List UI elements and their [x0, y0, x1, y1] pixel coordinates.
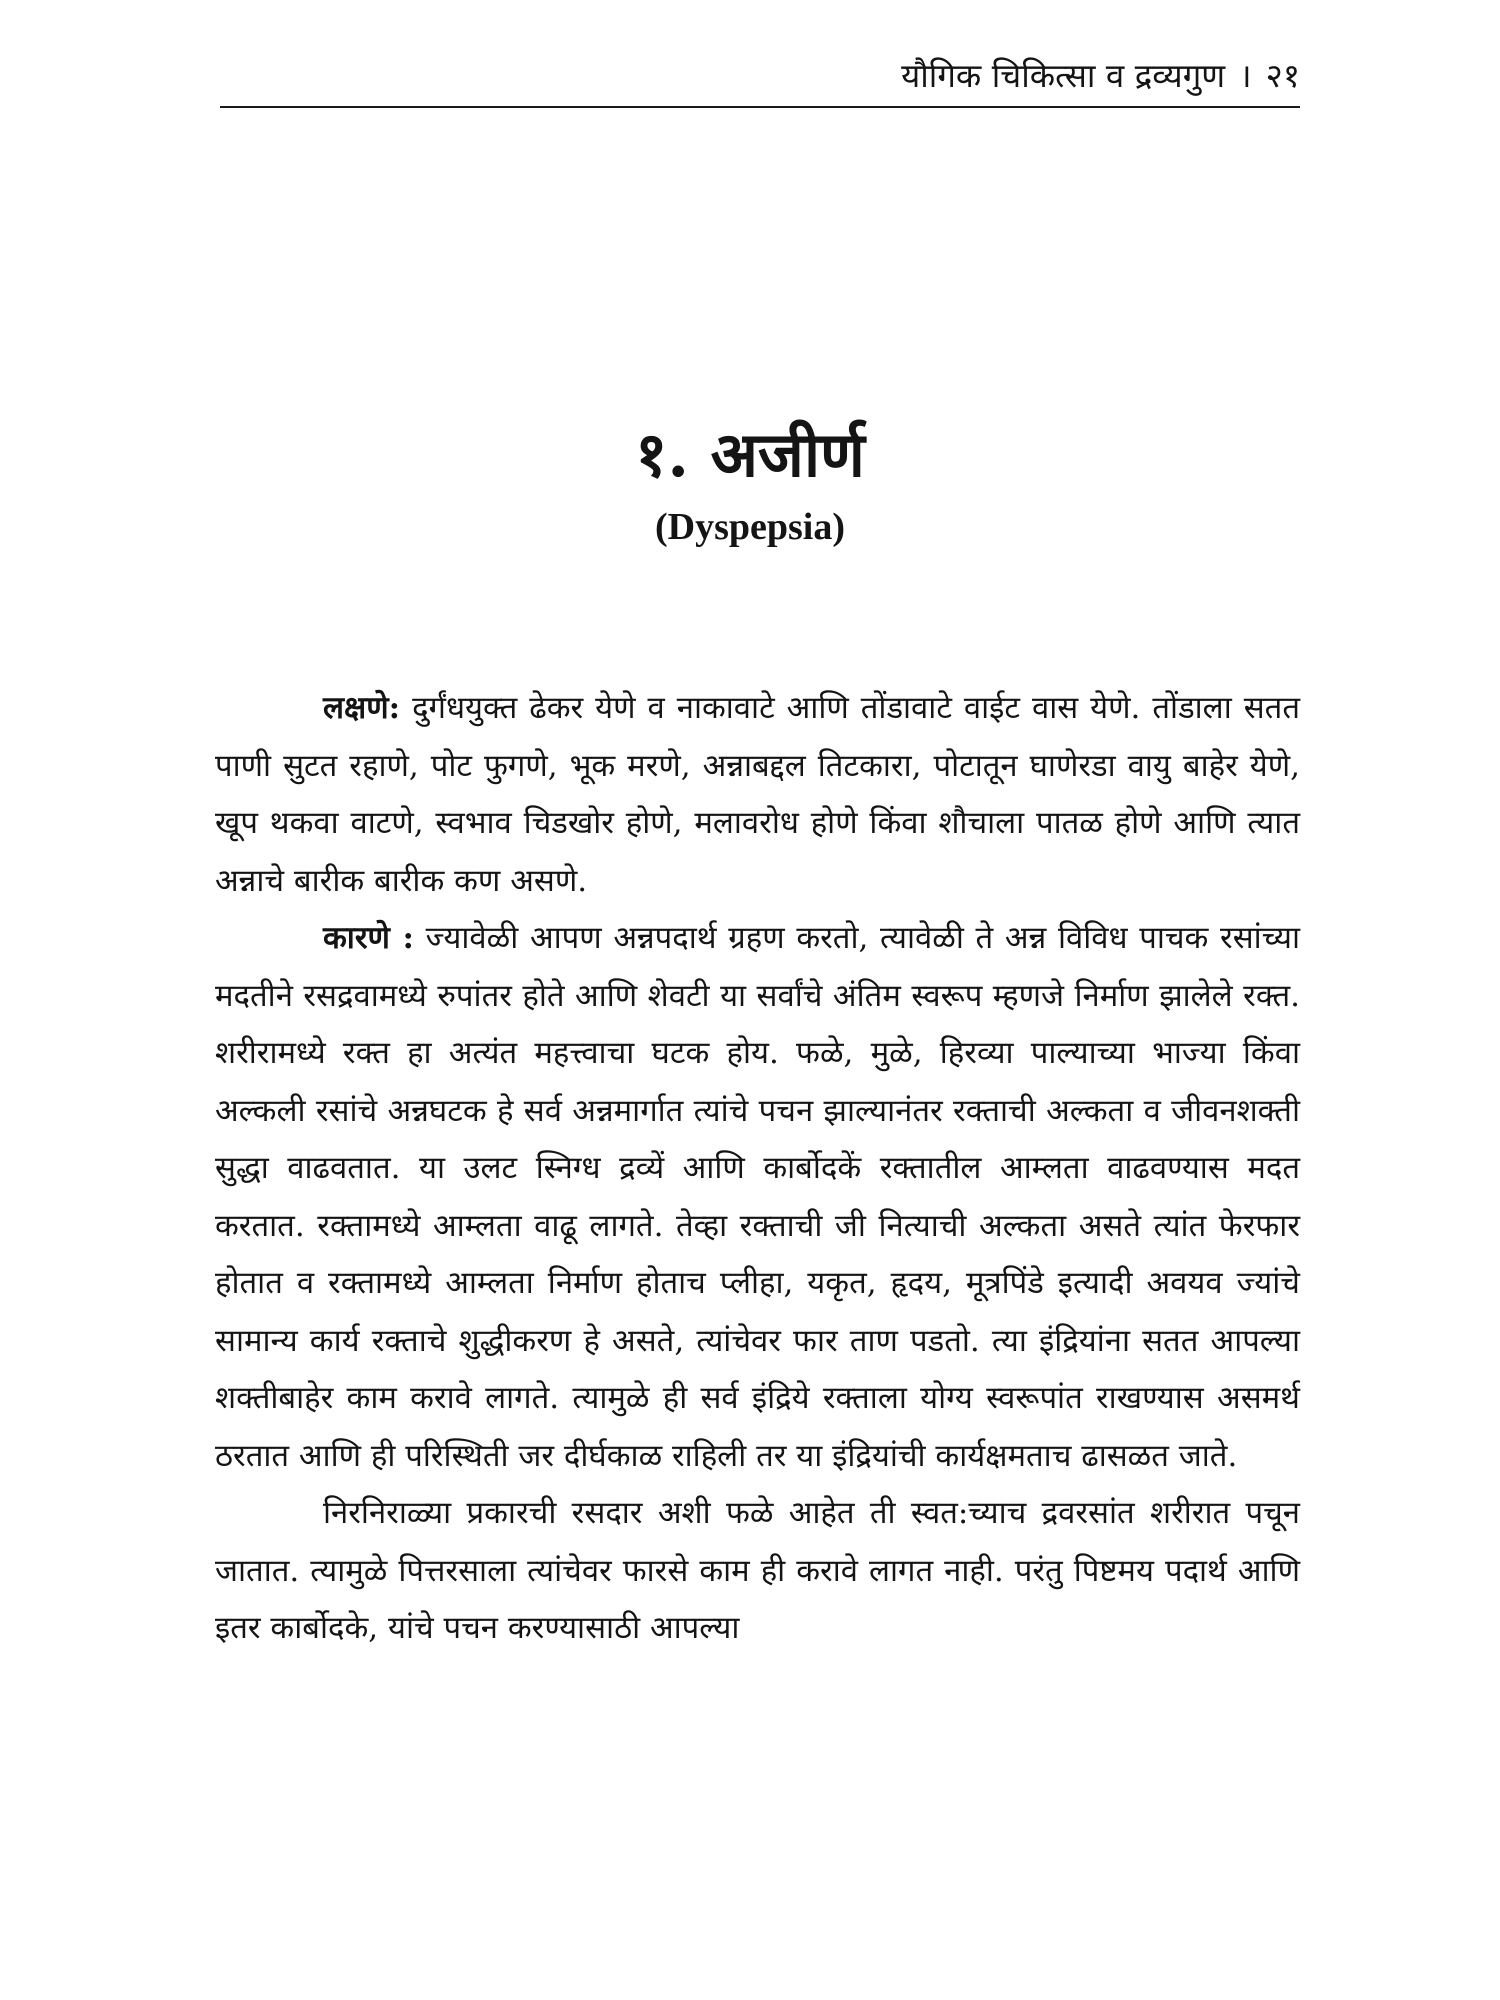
paragraph-causes [215, 910, 1300, 1485]
body-text [215, 680, 1300, 1658]
header-separator: । [1239, 56, 1252, 95]
paragraph-text-symptoms: दुर्गंधयुक्त ढेकर येणे व नाकावाटे आणि तोंडावाटे वाईट वास येणे. तोंडाला सतत पाणी सुटत रहाणे, पोट फुगणे, भूक मरणे, अन्नाबद्दल तिटकारा, पोटातून घाणेरडा वायु बाहेर येणे, खूप थकवा वाटणे, स्वभाव चिडखोर होणे, मलावरोध होणे किंवा शौचाला पातळ होणे आणि त्यात अन्नाचे बारीक बारीक कण असणे. [215, 690, 1300, 899]
page-number: २१ [1265, 56, 1300, 95]
paragraph-text-fruits: निरनिराळ्या प्रकारची रसदार अशी फळे आहेत ती स्वत:च्याच द्रवरसांत शरीरात पचून जातात. त्यामुळे पित्तरसाला त्यांचेवर फारसे काम ही करावे लागत नाही. परंतु पिष्टमय पदार्थ आणि इतर कार्बोदके, यांचे पचन करण्यासाठी आपल्या [215, 1495, 1300, 1646]
chapter-title: १. अजीर्ण [635, 418, 865, 491]
paragraph-label-symptoms: लक्षणे: [323, 690, 401, 726]
header-rule [220, 106, 1300, 108]
chapter-subtitle: (Dyspepsia) [654, 506, 846, 548]
paragraph-fruits [215, 1485, 1300, 1658]
running-header [220, 50, 1300, 102]
running-title: यौगिक चिकित्सा व द्रव्यगुण [901, 56, 1226, 95]
paragraph-label-causes: कारणे : [323, 920, 414, 956]
paragraph-text-causes: ज्यावेळी आपण अन्नपदार्थ ग्रहण करतो, त्यावेळी ते अन्न विविध पाचक रसांच्या मदतीने रसद्रवामध्ये रुपांतर होते आणि शेवटी या सर्वांचे अंतिम स्वरूप म्हणजे निर्माण झालेले रक्त. शरीरामध्ये रक्त हा अत्यंत महत्त्वाचा घटक होय. फळे, मुळे, हिरव्या पाल्याच्या भाज्या किंवा अल्कली रसांचे अन्नघटक हे सर्व अन्नमार्गात त्यांचे पचन झाल्यानंतर रक्ताची अल्कता व जीवनशक्ती सुद्धा वाढवतात. या उलट स्निग्ध द्रव्यें आणि कार्बोदकें रक्तातील आम्लता वाढवण्यास मदत करतात. रक्तामध्ये आम्लता वाढू लागते. तेव्हा रक्ताची जी नित्याची अल्कता असते त्यांत फेरफार होतात व रक्तामध्ये आम्लता निर्माण होताच प्लीहा, यकृत, हृदय, मूत्रपिंडे इत्यादी अवयव ज्यांचे सामान्य कार्य रक्ताचे शुद्धीकरण हे असते, त्यांचेवर फार ताण पडतो. त्या इंद्रियांना सतत आपल्या शक्तीबाहेर काम करावे लागते. त्यामुळे ही सर्व इंद्रिये रक्ताला योग्य स्वरूपांत राखण्यास असमर्थ ठरतात आणि ही परिस्थिती जर दीर्घकाळ राहिली तर या इंद्रियांची कार्यक्षमताच ढासळत जाते. [215, 920, 1300, 1474]
paragraph-symptoms [215, 680, 1300, 910]
